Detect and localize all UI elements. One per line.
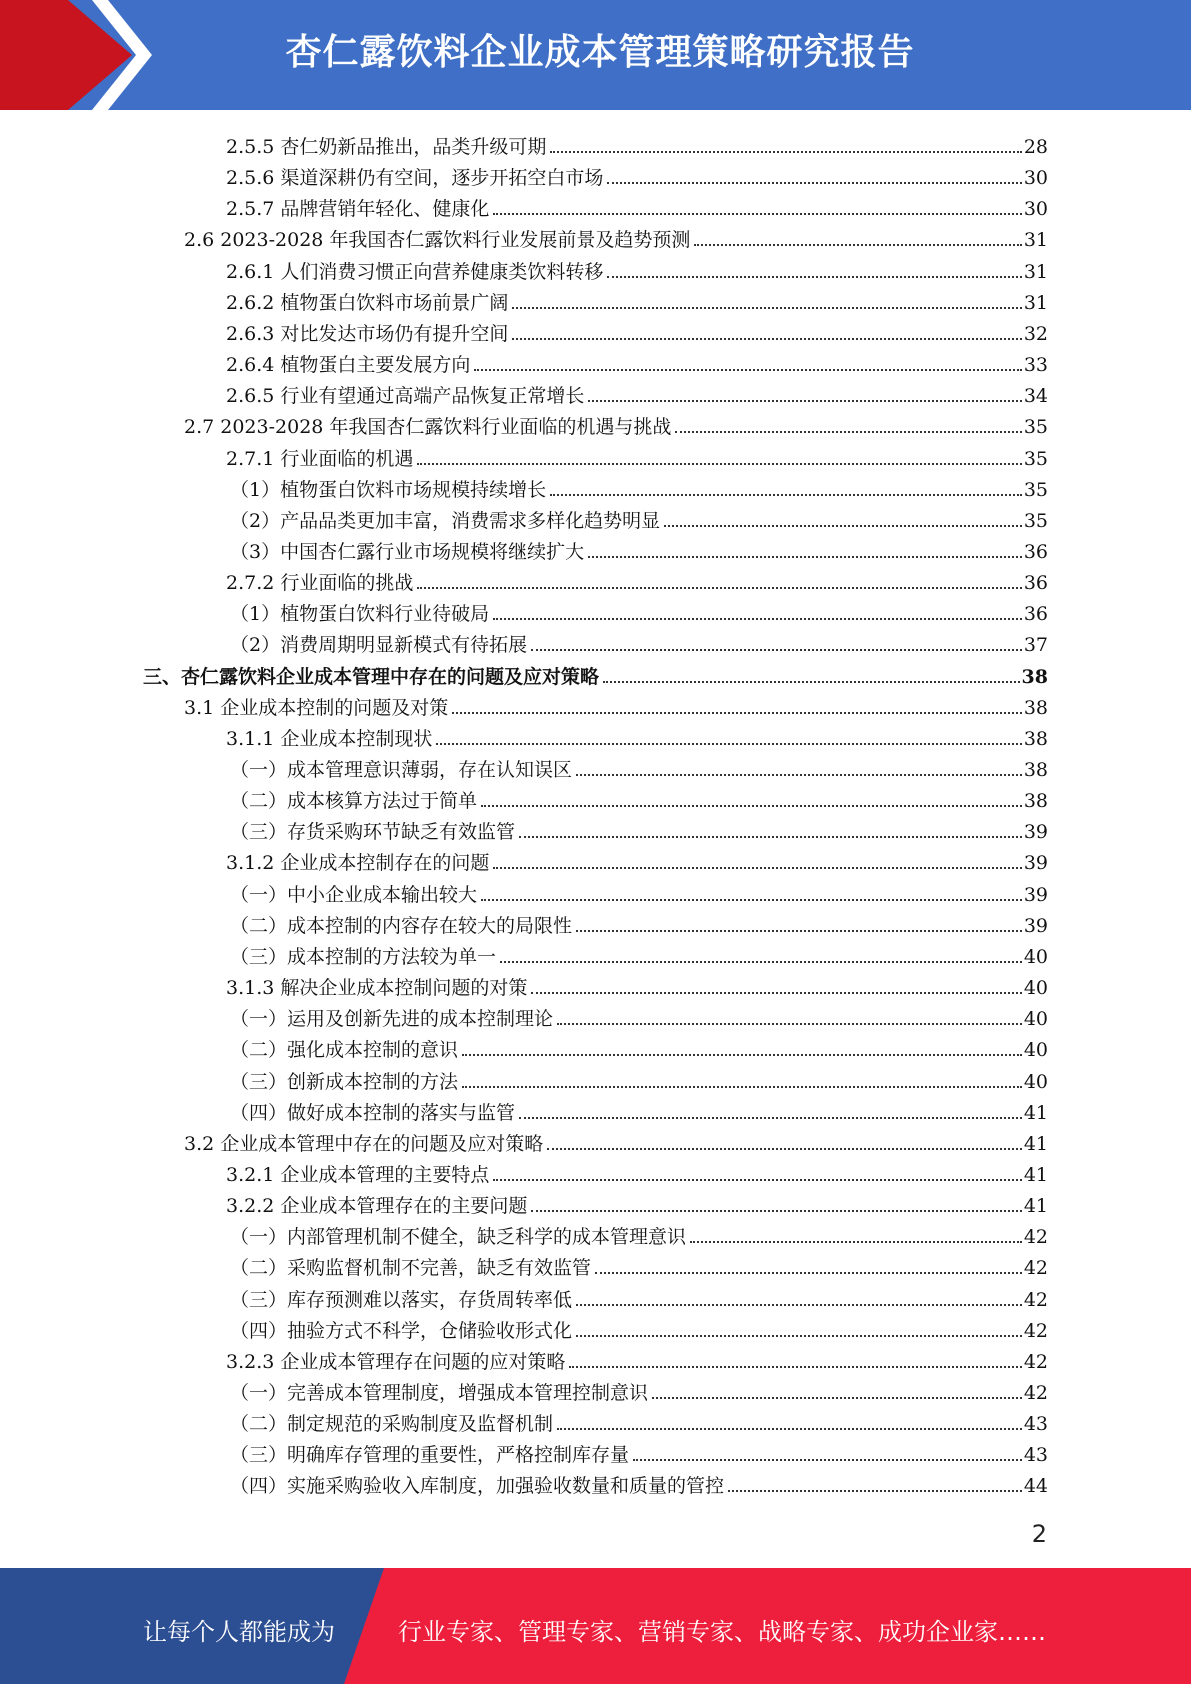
toc-dot-leader [519,1117,1022,1119]
toc-entry[interactable] [226,190,1048,221]
footer-slogan-right: 行业专家、管理专家、营销专家、战略专家、成功企业家…… [398,1618,1046,1646]
toc-entry-label: 3.2.3 企业成本管理存在问题的应对策略 [226,1350,566,1373]
toc-dot-leader [493,213,1021,215]
toc-dot-leader [512,307,1021,309]
toc-entry-label: 2.6.2 植物蛋白饮料市场前景广阔 [226,291,509,314]
toc-entry-label: （三）存货采购环节缺乏有效监管 [230,821,516,844]
toc-entry-label: （四）实施采购验收入库制度，加强验收数量和质量的管控 [230,1475,725,1498]
toc-entry[interactable] [230,782,1048,813]
toc-entry-page: 41 [1023,1195,1048,1218]
toc-dot-leader [481,899,1022,901]
toc-entry-page: 43 [1023,1413,1048,1436]
toc-dot-leader [493,618,1022,620]
toc-entry-page: 32 [1023,322,1048,345]
toc-dot-leader [512,338,1021,340]
toc-entry[interactable] [230,502,1048,533]
toc-dot-leader [519,836,1022,838]
toc-entry-label: （三）成本控制的方法较为单一 [230,945,497,968]
toc-entry[interactable] [230,1063,1048,1094]
toc-entry-page: 42 [1023,1319,1048,1342]
toc-entry-label: 3.1.3 解决企业成本控制问题的对策 [226,977,528,1000]
toc-entry-label: 3.1.2 企业成本控制存在的问题 [226,852,490,875]
toc-entry-page: 40 [1023,1039,1048,1062]
toc-entry[interactable] [226,253,1048,284]
toc-entry-page: 31 [1023,291,1048,314]
toc-entry[interactable] [230,1312,1048,1343]
toc-entry-label: （三）明确库存管理的重要性，严格控制库存量 [230,1444,630,1467]
toc-entry-label: 2.5.5 杏仁奶新品推出，品类升级可期 [226,136,547,158]
toc-entry[interactable] [184,221,1048,252]
toc-dot-leader [588,400,1021,402]
toc-dot-leader [675,431,1021,433]
toc-entry-label: 2.6.1 人们消费习惯正向营养健康类饮料转移 [226,260,604,283]
toc-entry[interactable] [230,1031,1048,1062]
toc-dot-leader [493,1179,1021,1181]
toc-entry[interactable] [230,533,1048,564]
toc-dot-leader [690,1241,1022,1243]
toc-dot-leader [481,805,1022,807]
toc-entry-label: 2.7.2 行业面临的挑战 [226,572,414,595]
toc-entry-label: （二）成本核算方法过于简单 [230,790,478,813]
toc-entry-page: 44 [1023,1475,1048,1498]
toc-entry-label: （一）成本管理意识薄弱，存在认知误区 [230,759,573,781]
toc-entry[interactable] [226,440,1048,471]
toc-entry-label: （一）内部管理机制不健全，缺乏科学的成本管理意识 [230,1226,687,1249]
toc-entry-page: 39 [1023,852,1048,875]
toc-entry[interactable] [226,159,1048,190]
toc-entry-label: 2.6.3 对比发达市场仍有提升空间 [226,322,509,345]
toc-entry-label: 3.2.1 企业成本管理的主要特点 [226,1163,490,1186]
toc-dot-leader [569,1366,1021,1368]
toc-entry-label: （1）植物蛋白饮料行业待破局 [230,603,490,626]
toc-entry-page: 42 [1023,1226,1048,1249]
toc-dot-leader [607,276,1021,278]
toc-entry-label: （3）中国杏仁露行业市场规模将继续扩大 [230,540,585,563]
toc-dot-leader [500,961,1022,963]
toc-entry-page: 33 [1023,354,1048,377]
toc-entry-page: 30 [1023,198,1048,221]
toc-entry-label: （三）创新成本控制的方法 [230,1070,459,1093]
toc-entry-label: 2.5.7 品牌营销年轻化、健康化 [226,198,490,221]
toc-entry[interactable] [230,1436,1048,1467]
toc-entry[interactable] [230,471,1048,502]
toc-entry-label: 3.1.1 企业成本控制现状 [226,727,433,750]
toc-dot-leader [652,1397,1022,1399]
toc-entry[interactable] [230,876,1048,907]
toc-dot-leader [607,182,1021,184]
toc-entry-page: 40 [1023,945,1048,968]
toc-entry-page: 36 [1023,572,1048,595]
toc-entry-label: 2.7 2023-2028 年我国杏仁露饮料行业面临的机遇与挑战 [184,416,672,439]
toc-entry-label: （二）采购监督机制不完善，缺乏有效监管 [230,1257,592,1280]
page-footer [0,1568,1191,1684]
toc-entry[interactable] [226,1343,1048,1374]
toc-entry-page: 35 [1023,478,1048,501]
toc-entry[interactable] [226,844,1048,875]
toc-dot-leader [493,867,1021,869]
toc-entry[interactable] [230,1467,1048,1498]
toc-entry-page: 42 [1023,1350,1048,1373]
toc-entry-page: 38 [1023,727,1048,750]
toc-entry[interactable] [230,626,1048,657]
toc-entry-page: 39 [1023,883,1048,906]
toc-entry-page: 36 [1023,540,1048,563]
page-header [0,0,1191,110]
toc-entry-page: 39 [1023,821,1048,844]
toc-entry-label: （二）制定规范的采购制度及监督机制 [230,1413,554,1436]
toc-entry[interactable] [230,813,1048,844]
toc-entry-label: （四）抽验方式不科学，仓储验收形式化 [230,1319,573,1342]
toc-entry-label: 2.6.5 行业有望通过高端产品恢复正常增长 [226,385,585,408]
toc-entry-label: 2.7.1 行业面临的机遇 [226,447,414,470]
toc-entry-page: 42 [1023,1257,1048,1280]
toc-entry-label: （三）库存预测难以落实，存货周转率低 [230,1288,573,1311]
toc-entry[interactable] [226,346,1048,377]
toc-entry[interactable] [143,658,1048,689]
toc-entry-page: 38 [1023,696,1048,719]
footer-slogan-left: 让每个人都能成为 [143,1618,335,1646]
toc-dot-leader [417,463,1021,465]
toc-dot-leader [531,992,1021,994]
toc-entry-page: 28 [1023,136,1048,158]
toc-entry[interactable] [226,720,1048,751]
toc-entry[interactable] [230,1374,1048,1405]
toc-entry-page: 36 [1023,603,1048,626]
toc-entry-page: 38 [1023,759,1048,781]
toc-entry-label: （2）产品品类更加丰富，消费需求多样化趋势明显 [230,509,661,532]
toc-entry[interactable] [230,595,1048,626]
toc-dot-leader [595,1272,1022,1274]
toc-entry-page: 39 [1023,914,1048,937]
toc-entry[interactable] [230,751,1048,782]
toc-dot-leader [462,1086,1022,1088]
toc-entry-page: 31 [1023,260,1048,283]
toc-entry-page: 41 [1023,1163,1048,1186]
toc-dot-leader [436,743,1021,745]
toc-entry-page: 43 [1023,1444,1048,1467]
toc-entry-page: 41 [1023,1132,1048,1155]
toc-entry[interactable] [230,907,1048,938]
toc-entry-page: 35 [1023,447,1048,470]
toc-entry[interactable] [226,1187,1048,1218]
toc-dot-leader [603,681,1020,683]
toc-dot-leader [550,494,1022,496]
toc-entry-page: 40 [1023,977,1048,1000]
toc-entry[interactable] [226,315,1048,346]
toc-entry-label: 2.6 2023-2028 年我国杏仁露饮料行业发展前景及趋势预测 [184,229,691,252]
toc-dot-leader [588,556,1022,558]
toc-entry-label: 2.6.4 植物蛋白主要发展方向 [226,354,471,377]
toc-entry[interactable] [184,408,1048,439]
toc-dot-leader [462,1054,1022,1056]
toc-entry-page: 35 [1023,509,1048,532]
toc-dot-leader [417,587,1021,589]
toc-entry-label: （1）植物蛋白饮料市场规模持续增长 [230,478,547,501]
toc-dot-leader [576,1335,1022,1337]
toc-entry-label: 三、杏仁露饮料企业成本管理中存在的问题及应对策略 [143,665,600,688]
toc-entry-page: 42 [1023,1288,1048,1311]
toc-entry-page: 35 [1023,416,1048,439]
toc-entry-label: （一）完善成本管理制度，增强成本管理控制意识 [230,1382,649,1404]
header-chevron-icon [92,0,162,110]
toc-entry-label: （2）消费周期明显新模式有待拓展 [230,634,528,657]
toc-entry[interactable] [226,969,1048,1000]
toc-entry-label: 3.2 企业成本管理中存在的问题及应对策略 [184,1132,544,1155]
toc-entry-page: 34 [1023,385,1048,408]
toc-dot-leader [547,1148,1022,1150]
toc-entry-page: 30 [1023,167,1048,190]
toc-dot-leader [576,774,1022,776]
toc-entry-label: （二）成本控制的内容存在较大的局限性 [230,914,573,937]
toc-entry[interactable] [226,128,1048,159]
toc-entry[interactable] [226,284,1048,315]
toc-dot-leader [576,930,1022,932]
toc-entry-page: 42 [1023,1382,1048,1404]
toc-entry-label: 2.5.6 渠道深耕仍有空间，逐步开拓空白市场 [226,167,604,190]
toc-dot-leader [633,1459,1022,1461]
toc-entry-page: 38 [1021,665,1048,688]
toc-entry-page: 40 [1023,1070,1048,1093]
toc-entry[interactable] [230,1218,1048,1249]
toc-entry-page: 41 [1023,1101,1048,1124]
toc-entry[interactable] [226,1156,1048,1187]
toc-entry-label: （一）运用及创新先进的成本控制理论 [230,1008,554,1031]
toc-entry-page: 38 [1023,790,1048,813]
toc-entry-page: 40 [1023,1008,1048,1031]
toc-dot-leader [557,1428,1022,1430]
toc-dot-leader [550,151,1021,153]
toc-dot-leader [531,649,1022,651]
toc-dot-leader [531,1210,1021,1212]
toc-entry-label: 3.1 企业成本控制的问题及对策 [184,696,449,719]
toc-dot-leader [694,244,1021,246]
toc-dot-leader [664,525,1022,527]
toc-entry[interactable] [230,1405,1048,1436]
toc-entry-page: 31 [1023,229,1048,252]
toc-entry[interactable] [184,1125,1048,1156]
toc-dot-leader [728,1490,1022,1492]
toc-entry[interactable] [230,1249,1048,1280]
toc-entry-page: 37 [1023,634,1048,657]
toc-entry-label: （二）强化成本控制的意识 [230,1039,459,1062]
page-number: 2 [1031,1520,1047,1548]
toc-entry[interactable] [230,1000,1048,1031]
report-title: 杏仁露饮料企业成本管理策略研究报告 [285,32,915,73]
toc-dot-leader [557,1023,1022,1025]
toc-dot-leader [474,369,1021,371]
toc-entry[interactable] [230,938,1048,969]
toc-dot-leader [576,1304,1022,1306]
toc-entry[interactable] [230,1281,1048,1312]
header-red-banner [0,0,68,110]
toc-entry[interactable] [230,1094,1048,1125]
toc-dot-leader [452,712,1022,714]
toc-entry-label: （一）中小企业成本输出较大 [230,883,478,906]
toc-entry[interactable] [184,689,1048,720]
toc-entry-label: （四）做好成本控制的落实与监管 [230,1101,516,1124]
toc-entry[interactable] [226,564,1048,595]
toc-entry-label: 3.2.2 企业成本管理存在的主要问题 [226,1195,528,1218]
toc-entry[interactable] [226,377,1048,408]
